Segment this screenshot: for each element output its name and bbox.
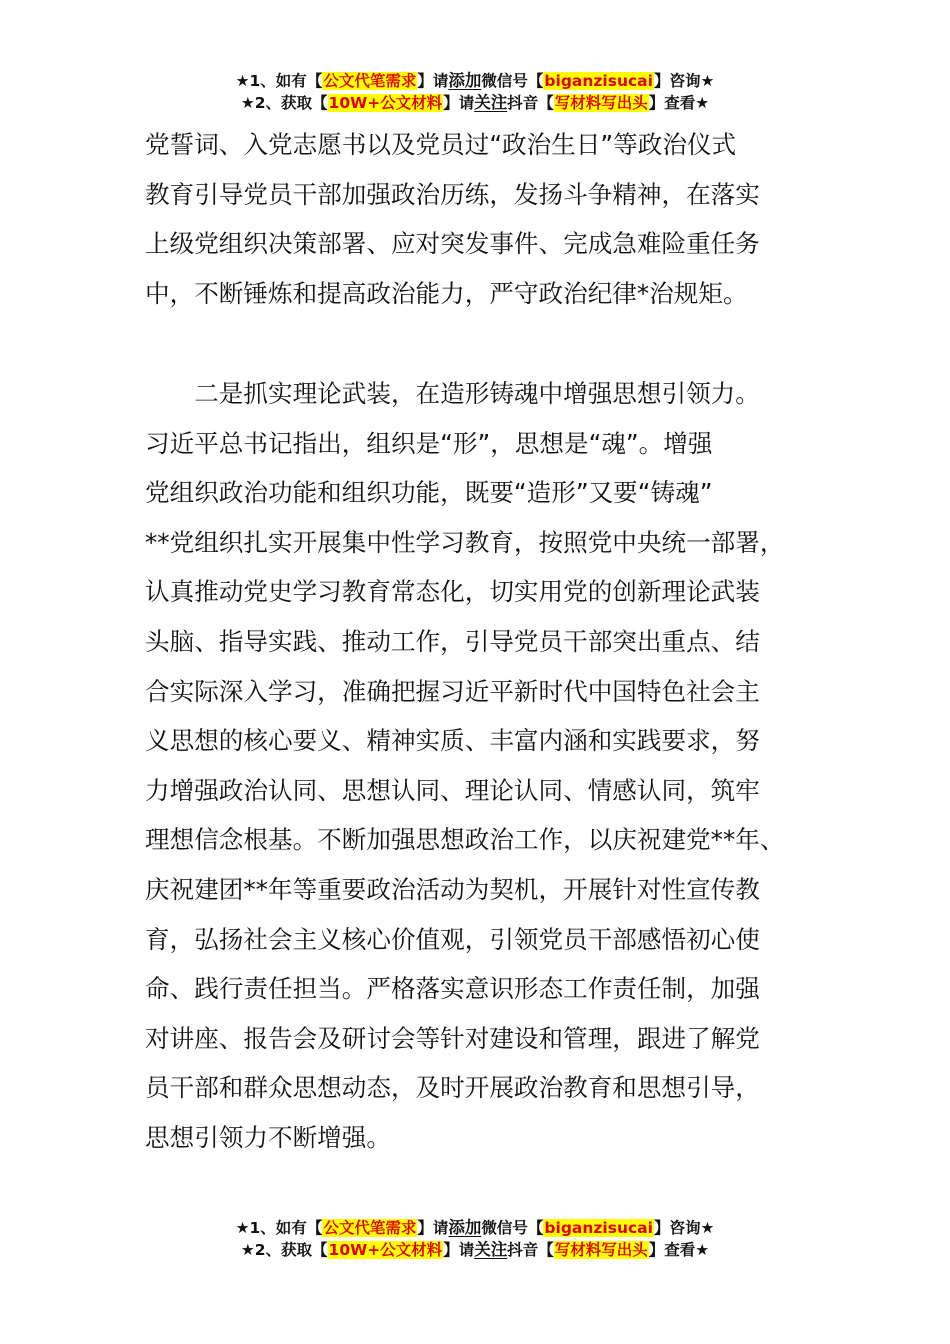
banner-text: 微信号: [481, 72, 528, 90]
banner-line-2: [0, 1239, 950, 1261]
text-line: **党组织扎实开展集中性学习教育，按照党中央统一部署，: [145, 527, 785, 557]
text-line: 合实际深入学习，准确把握习近平新时代中国特色社会主: [145, 676, 760, 706]
banner-text: 咨询★: [669, 1219, 715, 1237]
banner-line-1: [0, 70, 950, 92]
text-line: 庆祝建团**年等重要政治活动为契机，开展针对性宣传教: [145, 874, 760, 904]
highlight-materials: 10W+公文材料: [328, 94, 443, 112]
banner-text: 1、如有: [249, 72, 307, 90]
bracket: 】: [443, 1241, 459, 1259]
text-line: 对讲座、报告会及研讨会等针对建设和管理，跟进了解党: [145, 1023, 760, 1053]
text-line: 上级党组织决策部署、应对突发事件、完成急难险重任务: [145, 229, 760, 259]
wechat-id: biganzisucai: [544, 72, 653, 90]
star-icon: ★: [240, 1241, 255, 1259]
bracket: 【: [538, 94, 554, 112]
banner-text: 请: [458, 94, 475, 112]
bracket: 】: [443, 94, 459, 112]
banner-line-1: [0, 1217, 950, 1239]
text-line: 思想引领力不断增强。: [145, 1122, 391, 1152]
underlined-text: 关注: [474, 93, 508, 112]
paragraph-2: [145, 369, 813, 1163]
bracket: 】: [648, 94, 665, 112]
bracket: 【: [306, 72, 323, 90]
underlined-text: 添加: [448, 1218, 482, 1237]
banner-line-2: [0, 92, 950, 114]
douyin-account: 写材料写出头: [554, 1241, 648, 1259]
underlined-text: 关注: [474, 1240, 508, 1259]
banner-text: 抖音: [507, 1241, 539, 1259]
text-line: 教育引导党员干部加强政治历练，发扬斗争精神，在落实: [145, 179, 760, 209]
bottom-banner: [0, 1217, 950, 1261]
banner-text: 微信号: [481, 1219, 528, 1237]
banner-text: 1、如有: [249, 1219, 307, 1237]
text-line: 认真推动党史学习教育常态化，切实用党的创新理论武装: [145, 577, 760, 607]
bracket: 【: [312, 94, 328, 112]
text-line: 习近平总书记指出，组织是“形”，思想是“魂”。增强: [145, 428, 713, 458]
star-icon: ★: [240, 94, 255, 112]
douyin-account: 写材料写出头: [554, 94, 648, 112]
banner-text: 查看★: [664, 94, 710, 112]
bracket: 】: [417, 1219, 433, 1237]
banner-text: 请: [432, 72, 449, 90]
banner-text: 咨询★: [669, 72, 715, 90]
text-line: 力增强政治认同、思想认同、理论认同、情感认同，筑牢: [145, 775, 760, 805]
text-line: 员干部和群众思想动态，及时开展政治教育和思想引导，: [145, 1073, 760, 1103]
bracket: 】: [417, 72, 433, 90]
bracket: 【: [312, 1241, 328, 1259]
underlined-text: 添加: [448, 71, 482, 90]
text-line: 理想信念根基。不断加强思想政治工作，以庆祝建党**年、: [145, 825, 785, 855]
banner-text: 请: [432, 1219, 449, 1237]
highlight-service: 公文代笔需求: [323, 72, 417, 90]
paragraph-1: [145, 120, 813, 318]
wechat-id: biganzisucai: [544, 1219, 653, 1237]
bracket: 】: [653, 72, 670, 90]
text-line: 义思想的核心要义、精神实质、丰富内涵和实践要求，努: [145, 726, 760, 756]
text-line: 二是抓实理论武装，在造形铸魂中增强思想引领力。: [145, 379, 760, 408]
star-icon: ★: [235, 1219, 250, 1237]
bracket: 】: [648, 1241, 665, 1259]
text-line: 头脑、指导实践、推动工作，引导党员干部突出重点、结: [145, 626, 760, 656]
top-banner: [0, 70, 950, 114]
text-line: 命、践行责任担当。严格落实意识形态工作责任制，加强: [145, 974, 760, 1004]
banner-text: 查看★: [664, 1241, 710, 1259]
bracket: 【: [538, 1241, 554, 1259]
star-icon: ★: [235, 72, 250, 90]
bracket: 【: [306, 1219, 323, 1237]
bracket: 【: [527, 1219, 544, 1237]
banner-text: 2、获取: [254, 1241, 313, 1259]
banner-text: 请: [458, 1241, 475, 1259]
banner-text: 抖音: [507, 94, 539, 112]
banner-text: 2、获取: [254, 94, 313, 112]
highlight-service: 公文代笔需求: [323, 1219, 417, 1237]
text-line: 党组织政治功能和组织功能，既要“造形”又要“铸魂”: [145, 478, 713, 508]
highlight-materials: 10W+公文材料: [328, 1241, 443, 1259]
bracket: 】: [653, 1219, 670, 1237]
bracket: 【: [527, 72, 544, 90]
text-line: 党誓词、入党志愿书以及党员过“政治生日”等政治仪式: [145, 130, 737, 159]
text-line: 中，不断锤炼和提高政治能力，严守政治纪律*治规矩。: [145, 278, 748, 308]
text-line: 育，弘扬社会主义核心价值观，引领党员干部感悟初心使: [145, 924, 760, 954]
